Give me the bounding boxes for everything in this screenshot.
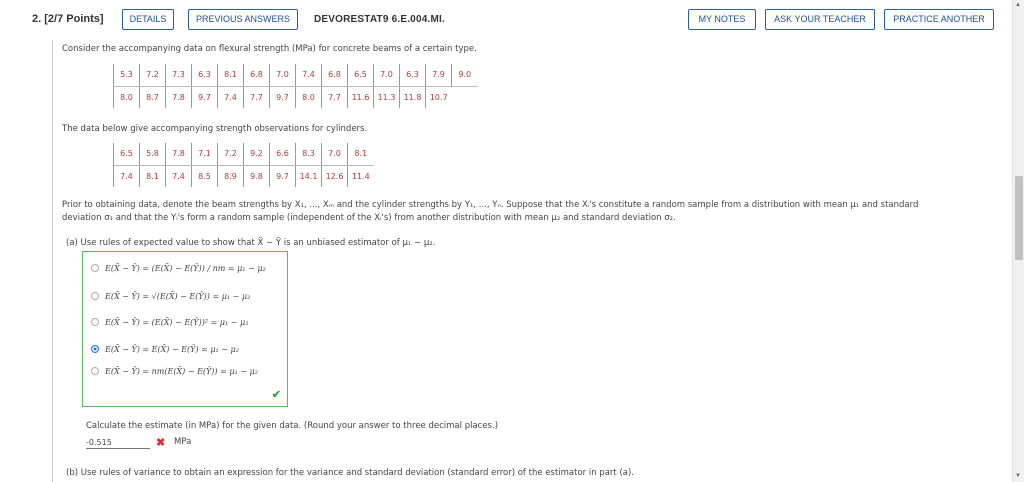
data-cell: 7.4 [114, 165, 140, 187]
option-1[interactable]: E(X̄ − Ȳ) = (E(X̄) − E(Ȳ)) / nm = μ₁ − μ₂ [91, 264, 266, 273]
beam-data-table [113, 64, 478, 108]
data-cell: 6.8 [322, 64, 348, 86]
option-4-selected[interactable]: E(X̄ − Ȳ) = E(X̄) − E(Ȳ) = μ₁ − μ₂ [91, 345, 239, 354]
question-number: 2. [2/7 Points] [32, 13, 104, 25]
data-cell: 9.7 [270, 86, 296, 108]
data-cell: 6.3 [192, 64, 218, 86]
data-cell: 7.4 [166, 165, 192, 187]
data-cell: 7.2 [218, 143, 244, 165]
part-a-answer-box [82, 251, 288, 407]
radio-button-selected[interactable] [91, 345, 99, 353]
data-cell: 6.8 [244, 64, 270, 86]
data-cell: 7.8 [166, 86, 192, 108]
data-cell: 7.3 [166, 64, 192, 86]
option-2[interactable]: E(X̄ − Ȳ) = √(E(X̄) − E(Ȳ)) = μ₁ − μ₂ [91, 292, 250, 301]
data-cell: 7.1 [192, 143, 218, 165]
previous-answers-button[interactable]: PREVIOUS ANSWERS [188, 9, 298, 30]
data-cell: 8.7 [140, 86, 166, 108]
data-cell: 8.0 [296, 86, 322, 108]
intro-text: Consider the accompanying data on flexural strength (MPa) for concrete beams of a certain type. [62, 44, 477, 54]
estimate-input[interactable] [86, 436, 150, 449]
data-cell: 9.7 [270, 165, 296, 187]
data-cell: 8.1 [140, 165, 166, 187]
part-a-prompt: (a) Use rules of expected value to show that X̄ − Ȳ is an unbiased estimator of μ₁ − μ₂. [66, 238, 436, 248]
data-cell: 7.9 [426, 64, 452, 86]
data-cell: 7.7 [244, 86, 270, 108]
data-cell: 6.5 [348, 64, 374, 86]
option-5[interactable]: E(X̄ − Ȳ) = nm(E(X̄) − E(Ȳ)) = μ₁ − μ₂ [91, 367, 258, 376]
data-cell: 8.1 [218, 64, 244, 86]
data-cell: 8.9 [218, 165, 244, 187]
data-cell: 11.8 [400, 86, 426, 108]
data-cell: 8.0 [114, 86, 140, 108]
option-3[interactable]: E(X̄ − Ȳ) = (E(X̄) − E(Ȳ))² = μ₁ − μ₂ [91, 318, 248, 327]
ask-teacher-button[interactable]: ASK YOUR TEACHER [765, 9, 875, 30]
practice-another-button[interactable]: PRACTICE ANOTHER [884, 9, 994, 30]
calc-prompt: Calculate the estimate (in MPa) for the given data. (Round your answer to three decimal places.) [86, 421, 499, 431]
data-cell: 5.3 [114, 64, 140, 86]
scroll-up-arrow-icon[interactable]: ▲ [1015, 2, 1021, 8]
data-cell: 7.8 [166, 143, 192, 165]
data-cell: 7.7 [322, 86, 348, 108]
points-label: [2/7 Points] [44, 13, 104, 25]
data-cell: 7.0 [322, 143, 348, 165]
data-cell: 14.1 [296, 165, 322, 187]
data-cell: 7.4 [218, 86, 244, 108]
data-cell: 11.4 [348, 165, 374, 187]
scroll-down-arrow-icon[interactable]: ▼ [1015, 473, 1021, 479]
details-button[interactable]: DETAILS [122, 9, 174, 30]
data-cell: 7.2 [140, 64, 166, 86]
data-cell: 11.6 [348, 86, 374, 108]
data-cell: 10.7 [426, 86, 452, 108]
incorrect-x-icon: ✖ [156, 437, 166, 449]
data-cell: 9.0 [452, 64, 478, 86]
data-cell: 9.7 [192, 86, 218, 108]
data-cell: 5.8 [140, 143, 166, 165]
data-cell: 12.6 [322, 165, 348, 187]
question-border [52, 40, 53, 482]
data-cell: 8.1 [348, 143, 374, 165]
my-notes-button[interactable]: MY NOTES [688, 9, 756, 30]
cylinder-data-table [113, 143, 374, 187]
data-cell: 9.8 [244, 165, 270, 187]
correct-check-icon: ✔ [271, 389, 281, 401]
scroll-thumb[interactable] [1015, 176, 1023, 260]
data-cell: 11.3 [374, 86, 400, 108]
data-cell: 7.0 [374, 64, 400, 86]
data-cell: 9.2 [244, 143, 270, 165]
question-header [0, 0, 1012, 40]
radio-button[interactable] [91, 318, 99, 326]
vertical-scrollbar[interactable] [1012, 0, 1024, 482]
radio-button[interactable] [91, 264, 99, 272]
prior-text-line2: deviation σ₁ and that the Yᵢ's form a random sample (independent of the Xᵢ's) from another distribution with mean μ₂ and standard deviation σ₂. [62, 213, 676, 223]
data-cell: 6.3 [400, 64, 426, 86]
data-cell: 8.3 [296, 143, 322, 165]
prior-text-line1: Prior to obtaining data, denote the beam strengths by X₁, ..., Xₘ and the cylinder strengths by Y₁, ..., Yₙ. Suppose that the Xᵢ's constitute a random sample from a distribution with mean μ₁ and standard [62, 200, 919, 210]
question-id: DEVORESTAT9 6.E.004.MI. [314, 14, 445, 25]
part-b-prompt: (b) Use rules of variance to obtain an expression for the variance and standard deviation (standard error) of the estimator in part (a). [66, 468, 634, 478]
data-cell: 6.5 [114, 143, 140, 165]
data-cell: 7.4 [296, 64, 322, 86]
unit-label: MPa [174, 437, 192, 447]
data-cell: 7.0 [270, 64, 296, 86]
cylinder-intro-text: The data below give accompanying strength observations for cylinders. [62, 124, 368, 134]
data-cell: 8.5 [192, 165, 218, 187]
radio-button[interactable] [91, 292, 99, 300]
data-cell: 6.6 [270, 143, 296, 165]
radio-button[interactable] [91, 367, 99, 375]
